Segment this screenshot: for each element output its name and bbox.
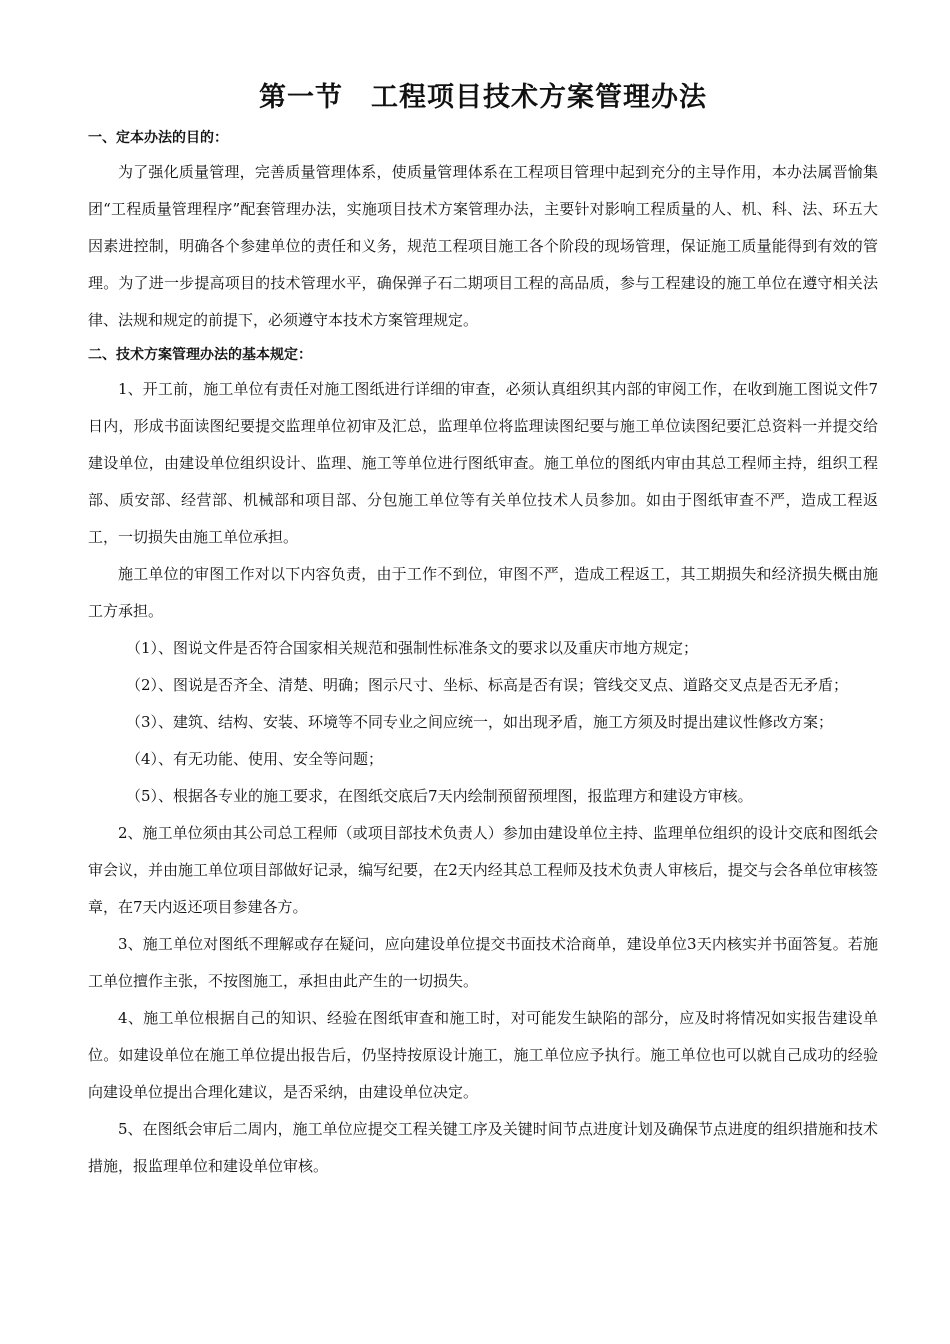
review-item-5: （5）、根据各专业的施工要求，在图纸交底后7天内绘制预留预埋图，报监理方和建设方审核。 [126,787,753,805]
section-heading-purpose: 一、定本办法的目的： [88,130,228,146]
review-item-2: （2）、图说是否齐全、清楚、明确；图示尺寸、坐标、标高是否有误；管线交叉点、道路交叉点是否无矛盾； [126,676,849,694]
rule-5-paragraph: 5、在图纸会审后二周内，施工单位应提交工程关键工序及关键时间节点进度计划及确保节点进度的组织措施和技术措施，报监理单位和建设单位审核。 [88,1120,878,1175]
review-item-4: （4）、有无功能、使用、安全等问题； [126,750,384,768]
rule-4-paragraph: 4、施工单位根据自己的知识、经验在图纸审查和施工时，对可能发生缺陷的部分，应及时将情况如实报告建设单位。如建设单位在施工单位提出报告后，仍坚持按原设计施工，施工单位应予执行。施工单位也可以就自己成功的经验向建设单位提出合理化建议，是否采纳，由建设单位决定。 [88,1009,878,1101]
document-title: 第一节 工程项目技术方案管理办法 [259,82,707,113]
rule-1-paragraph: 1、开工前，施工单位有责任对施工图纸进行详细的审查，必须认真组织其内部的审阅工作，在收到施工图说文件7日内，形成书面读图纪要提交监理单位初审及汇总，监理单位将监理读图纪要与施工单位读图纪要汇总资料一并提交给建设单位，由建设单位组织设计、监理、施工等单位进行图纸审查。施工单位的图纸内审由其总工程师主持，组织工程部、质安部、经营部、机械部和项目部、分包施工单位等有关单位技术人员参加。如由于图纸审查不严，造成工程返工，一切损失由施工单位承担。 [88,380,878,546]
responsibility-paragraph: 施工单位的审图工作对以下内容负责，由于工作不到位，审图不严，造成工程返工，其工期损失和经济损失概由施工方承担。 [88,565,878,620]
purpose-paragraph: 为了强化质量管理，完善质量管理体系，使质量管理体系在工程项目管理中起到充分的主导作用，本办法属晋愉集团“工程质量管理程序”配套管理办法，实施项目技术方案管理办法，主要针对影响工程质量的人、机、科、法、环五大因素进控制，明确各个参建单位的责任和义务，规范工程项目施工各个阶段的现场管理，保证施工质量能得到有效的管理。为了进一步提高项目的技术管理水平，确保弹子石二期项目工程的高品质，参与工程建设的施工单位在遵守相关法律、法规和规定的前提下，必须遵守本技术方案管理规定。 [88,163,878,329]
review-item-1: （1）、图说文件是否符合国家相关规范和强制性标准条文的要求以及重庆市地方规定； [126,639,699,657]
section-heading-rules: 二、技术方案管理办法的基本规定： [88,347,312,363]
review-item-3: （3）、建筑、结构、安装、环境等不同专业之间应统一，如出现矛盾，施工方须及时提出建议性修改方案； [126,713,834,731]
rule-3-paragraph: 3、施工单位对图纸不理解或存在疑问，应向建设单位提交书面技术洽商单，建设单位3天内核实并书面答复。若施工单位擅作主张，不按图施工，承担由此产生的一切损失。 [88,935,878,990]
document-page [88,78,878,1185]
rule-2-paragraph: 2、施工单位须由其公司总工程师（或项目部技术负责人）参加由建设单位主持、监理单位组织的设计交底和图纸会审会议，并由施工单位项目部做好记录，编写纪要，在2天内经其总工程师及技术负责人审核后，提交与会各单位审核签章，在7天内返还项目参建各方。 [88,824,878,916]
